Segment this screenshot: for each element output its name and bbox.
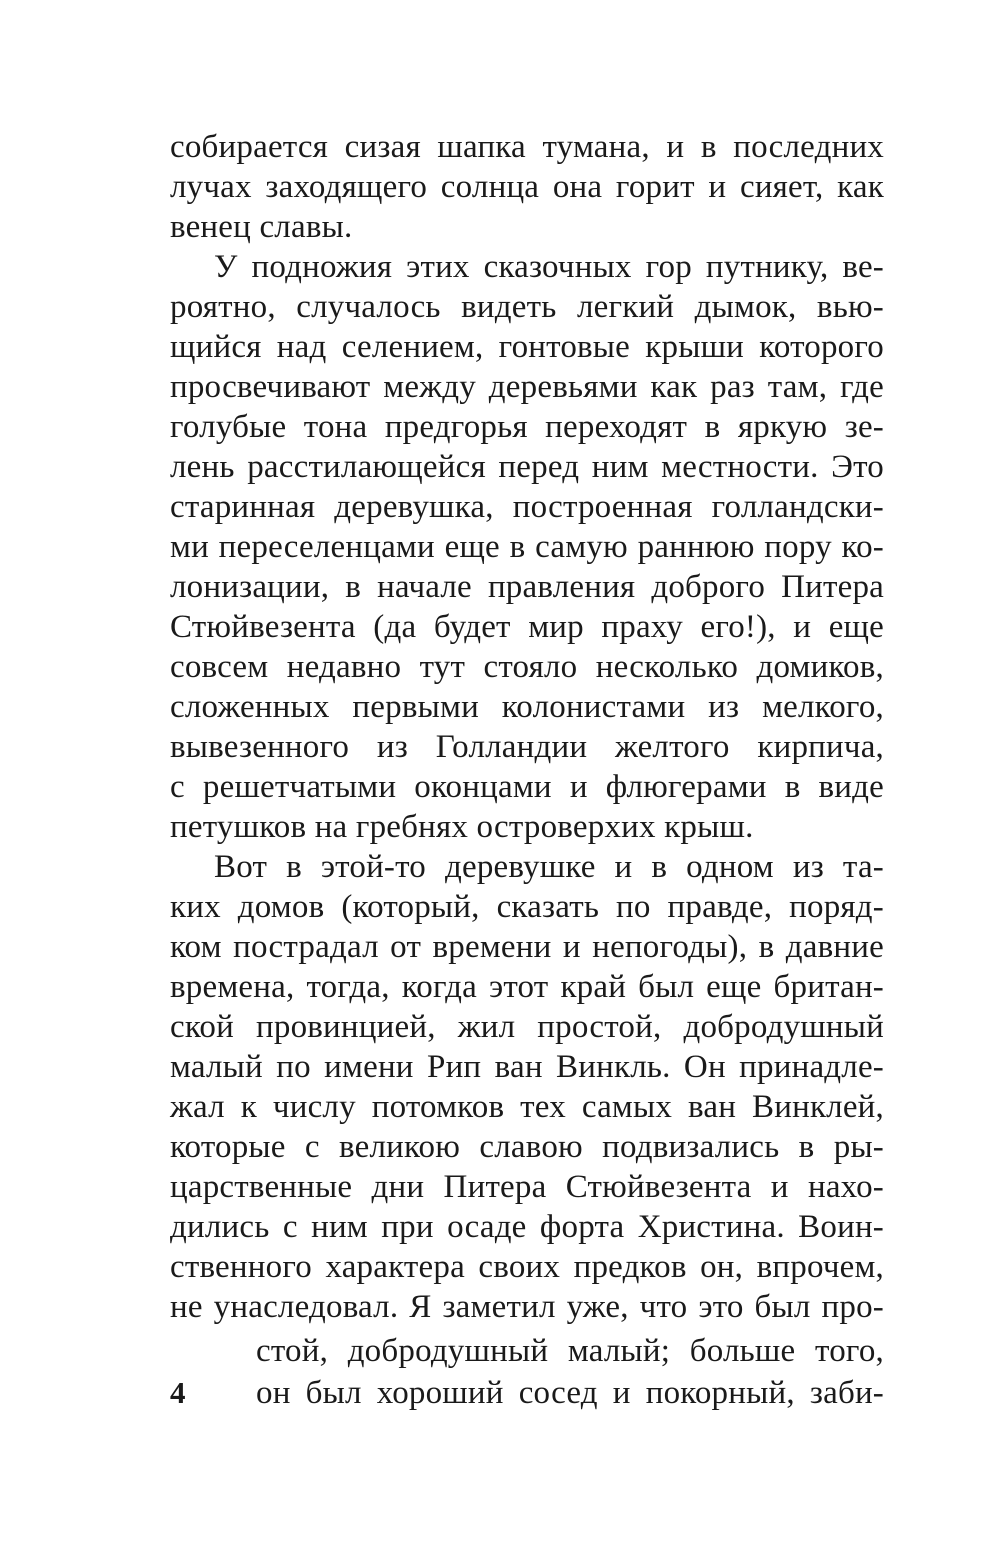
text-line: ком пострадал от времени и непогоды), в давние [170, 929, 884, 965]
text-line: царственные дни Питера Стюйвезента и нахо- [170, 1169, 884, 1205]
text-line: лонизации, в начале правления доброго Питера [170, 569, 884, 605]
text-line: дились с ним при осаде форта Христина. Воин- [170, 1209, 884, 1245]
text-line: ми переселенцами еще в самую раннюю пору ко- [170, 529, 884, 565]
text-line: стой, добродушный малый; больше того, [256, 1333, 884, 1369]
paragraph-first-line: У подножия этих сказочных гор путнику, ве- [214, 249, 884, 285]
text-line: не унаследовал. Я заметил уже, что это был про- [170, 1289, 884, 1325]
text-line: просвечивают между деревьями как раз там, где [170, 369, 884, 405]
text-line: малый по имени Рип ван Винкль. Он принадле- [170, 1049, 884, 1085]
text-line: он был хороший сосед и покорный, заби- [256, 1375, 884, 1411]
text-line: которые с великою славою подвизались в ры- [170, 1129, 884, 1165]
text-line: с решетчатыми оконцами и флюгерами в виде [170, 769, 884, 805]
text-line: Стюйвезента (да будет мир праху его!), и еще [170, 609, 884, 645]
text-line: лень расстилающейся перед ним местности. Это [170, 449, 884, 485]
text-line: времена, тогда, когда этот край был еще британ- [170, 969, 884, 1005]
paragraph-first-line: Вот в этой-то деревушке и в одном из та- [214, 849, 884, 885]
text-line: венец славы. [170, 209, 353, 245]
text-line: роятно, случалось видеть легкий дымок, вью- [170, 289, 884, 325]
text-line: жал к числу потомков тех самых ван Винклей, [170, 1089, 884, 1125]
text-line: голубые тона предгорья переходят в яркую зе- [170, 409, 884, 445]
text-line: вывезенного из Голландии желтого кирпича, [170, 729, 884, 765]
text-line: лучах заходящего солнца она горит и сияет, как [170, 169, 884, 205]
text-line: петушков на гребнях островерхих крыш. [170, 809, 754, 845]
text-line: ской провинцией, жил простой, добродушный [170, 1009, 884, 1045]
page-number: 4 [170, 1375, 186, 1410]
text-line: старинная деревушка, построенная голландски- [170, 489, 884, 525]
text-line: собирается сизая шапка тумана, и в последних [170, 129, 884, 165]
text-line: ственного характера своих предков он, впрочем, [170, 1249, 884, 1285]
text-line: щийся над селением, гонтовые крыши которого [170, 329, 884, 365]
text-line: совсем недавно тут стояло несколько домиков, [170, 649, 884, 685]
text-line: сложенных первыми колонистами из мелкого, [170, 689, 884, 725]
text-line: ких домов (который, сказать по правде, поряд- [170, 889, 884, 925]
